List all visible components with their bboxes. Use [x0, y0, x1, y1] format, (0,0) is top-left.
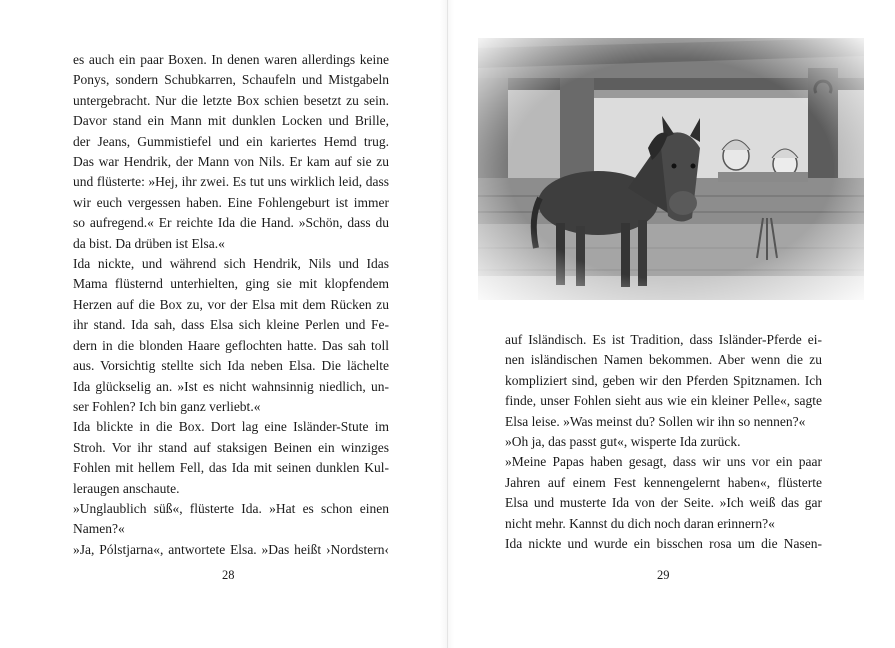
text-line: Elsa leise. »Was meinst du? Sollen wir ihn so nennen?«	[505, 413, 806, 429]
text-line: da bist. Da drüben ist Elsa.«	[73, 235, 225, 251]
right-page-text	[505, 330, 822, 554]
text-line: Ida nickte, und während sich Hendrik, Nils und Idas	[73, 256, 389, 272]
text-line: kompliziert sind, geben wir den Pferden Spitznamen. Ich	[505, 372, 822, 388]
text-line: nen isländischen Namen bekommen. Aber wenn die zu	[505, 352, 822, 368]
page-number-right: 29	[657, 568, 670, 582]
text-line: auf Isländisch. Es ist Tradition, dass Isländer-Pferde ei-	[505, 332, 822, 347]
text-line: Mama flüsternd unterhielten, ging sie mit klopfendem	[73, 276, 389, 292]
text-line: Das war Hendrik, der Mann von Nils. Er kam auf sie zu	[73, 154, 389, 170]
text-line: Ida nickte und wurde ein bisschen rosa um die Nasen-	[505, 536, 822, 552]
text-line: Jahren auf einem Fest kennengelernt haben«, flüsterte	[505, 474, 822, 490]
text-line: Herzen auf die Box zu, vor der Elsa mit dem Rücken zu	[73, 296, 389, 312]
text-line: dern in die blonden Haare geflochten hatte. Das sah toll	[73, 337, 389, 353]
text-line: es auch ein paar Boxen. In denen waren allerdings keine	[73, 52, 389, 67]
text-line: Elsa und musterte Ida von der Seite. »Ich weiß das gar	[505, 495, 822, 511]
text-line: »Oh ja, das passt gut«, wisperte Ida zurück.	[505, 434, 741, 450]
text-line: wir euch vergessen haben. Eine Fohlengeburt ist immer	[73, 194, 389, 210]
text-line: »Ja, Pólstjarna«, antwortete Elsa. »Das heißt ›Nordstern‹	[73, 541, 389, 557]
page-number-left: 28	[222, 568, 235, 582]
text-line: »Meine Papas haben gesagt, dass wir uns vor ein paar	[505, 454, 822, 470]
text-line: leraugen anschaute.	[73, 480, 180, 496]
text-line: ihr stand. Ida sah, dass Elsa sich kleine Perlen und Fe-	[73, 317, 389, 333]
text-line: so aufregend.« Er reichte Ida die Hand. »Schön, dass du	[73, 215, 389, 231]
text-line: Ida glückselig an. »Ist es nicht wahnsinnig niedlich, un-	[73, 378, 389, 394]
text-line: Ponys, sondern Schubkarren, Schaufeln und Mistgabeln	[73, 72, 389, 88]
text-line: Ida blickte in die Box. Dort lag eine Isländer-Stute im	[73, 419, 389, 435]
text-line: nicht mehr. Kannst du dich noch daran erinnern?«	[505, 515, 775, 531]
foal-in-stable-illustration	[478, 38, 864, 300]
text-line: Davor stand ein Mann mit dunklen Locken und Brille,	[73, 113, 389, 129]
text-line: ser Fohlen? Ich bin ganz verliebt.«	[73, 398, 261, 414]
text-line: Fohlen mit hellem Fell, das Ida mit seinen dunklen Kul-	[73, 460, 389, 476]
text-line: finde, unser Fohlen sieht aus wie ein kleiner Pelle«, sagte	[505, 393, 822, 409]
text-line: aus. Vorsichtig stellte sich Ida neben Elsa. Die lächelte	[73, 358, 389, 374]
text-line: der Jeans, Gummistiefel und ein kariertes Hemd trug.	[73, 133, 389, 149]
text-line: »Unglaublich süß«, flüsterte Ida. »Hat es schon einen	[73, 500, 389, 516]
text-line: Stroh. Vor ihr stand auf staksigen Beinen ein winziges	[73, 439, 389, 455]
book-gutter	[447, 0, 448, 648]
left-page-text	[73, 50, 389, 560]
text-line: Namen?«	[73, 521, 125, 537]
text-line: und flüsterte: »Hej, ihr zwei. Es tut uns wirklich leid, dass	[73, 174, 389, 190]
text-line: untergebracht. Nur die letzte Box schien besetzt zu sein.	[73, 92, 389, 108]
